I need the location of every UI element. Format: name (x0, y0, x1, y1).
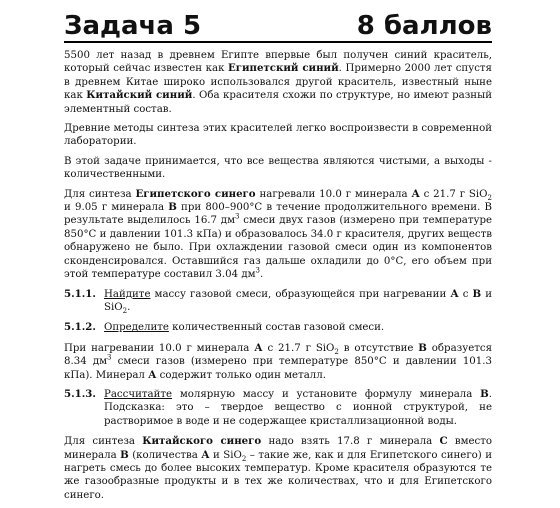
task-text (104, 321, 492, 334)
text: смеси двух газов (измерено при температуре 850°С и давлении 101.3 кПа) и образовалось 34.0 г красителя, других веществ обнаружено не было. При охлаждении газовой смеси один из компонентов сконденсировался. Оставшийся газ дальше охладили до 0°С, его объем при этой температуре составил 3.04 дм (64, 215, 492, 281)
task-number: 5.1.1. (64, 287, 96, 300)
text: в отсутствие (338, 342, 419, 354)
text: с 21.7 г SiO (262, 342, 335, 354)
term-egyptian-blue: Египетского синего (135, 187, 256, 200)
text: массу газовой смеси, образующейся при нагревании (150, 288, 451, 300)
mineral-a: А (411, 187, 420, 200)
subscript: 2 (122, 306, 128, 315)
text: с (458, 288, 473, 300)
chinese-blue-paragraph (64, 435, 492, 502)
task-5-1-1 (64, 288, 492, 315)
text: нагревали 10.0 г минерала (255, 188, 412, 200)
mineral-b: В (168, 201, 177, 214)
text: с 21.7 г SiO (419, 188, 488, 200)
text: Для синтеза (64, 188, 136, 200)
task-verb: Рассчитайте (104, 388, 173, 400)
text: . Подсказка: это – твердое вещество с ионной структурой, не растворимое в воде и не содержащее кристаллизационной воды. (104, 388, 492, 427)
superscript: 3 (107, 353, 112, 362)
heating-paragraph (64, 342, 492, 382)
text: . Примерно 2000 лет спустя в древнем Китае широко использовался другой краситель, известный ныне как (64, 63, 492, 102)
mineral-b: В (472, 287, 482, 300)
text: молярную массу и установите формулу минерала (172, 388, 481, 400)
methods-paragraph: Древние методы синтеза этих красителей легко воспроизвести в современной лаборатории. (64, 123, 492, 148)
task-number: 5.1.2. (64, 321, 96, 334)
term-chinese-blue: Китайский синий (86, 89, 193, 102)
intro-paragraph (64, 49, 492, 116)
mineral-a: А (254, 341, 263, 354)
document-page (64, 8, 492, 508)
text: содержит только один металл. (156, 369, 326, 381)
text: 5500 лет назад в древнем Египте впервые был получен синий краситель, который сейчас известен как (64, 50, 492, 75)
task-5-1-2 (64, 321, 492, 334)
mineral-b: В (418, 341, 427, 354)
subscript: 2 (487, 193, 492, 202)
text: . (260, 269, 264, 281)
mineral-a: А (450, 287, 459, 300)
task-text (104, 388, 492, 428)
mineral-b: В (480, 387, 489, 400)
text: вместо минерала (64, 436, 492, 461)
mineral-c: С (439, 435, 448, 448)
problem-title: Задача 5 (64, 11, 202, 41)
subscript: 2 (334, 347, 339, 356)
term-chinese-blue: Китайского синего (142, 435, 262, 448)
task-5-1-3 (64, 388, 492, 428)
task-verb: Найдите (104, 288, 151, 300)
superscript: 3 (255, 266, 261, 275)
subscript: 2 (241, 454, 247, 463)
problem-header (64, 8, 492, 43)
task-verb: Определите (104, 322, 169, 334)
mineral-a: А (201, 448, 210, 461)
text: . (127, 301, 131, 313)
mineral-b: В (120, 448, 129, 461)
text: При нагревании 10.0 г минерала (64, 342, 255, 354)
task-number: 5.1.3. (64, 387, 96, 400)
problem-points: 8 баллов (356, 11, 492, 41)
superscript: 3 (235, 213, 240, 222)
synthesis-paragraph (64, 188, 492, 282)
text: Для синтеза (64, 436, 143, 448)
text: при 800–900°С в течение продолжительного времени. В результате выделилось 16.7 дм (64, 202, 493, 227)
text: – такие же, как и для Египетского синего) и нагреть смесь до более высоких температур. Кроме красителя образуются те же газообразные продукты и в тех же количествах, что и для Египетского синего. (64, 449, 492, 501)
term-egyptian-blue: Египетский синий (227, 62, 339, 75)
text: и 9.05 г минерала (64, 202, 169, 214)
assumption-paragraph: В этой задаче принимается, что все вещества являются чистыми, а выходы - количественными. (64, 155, 492, 181)
text: надо взять 17.8 г минерала (261, 436, 440, 448)
text: смеси газов (измерено при температуре 850°С и давлении 101.3 кПа). Минерал (64, 356, 492, 381)
text: и SiO (104, 288, 493, 313)
text: количественный состав газовой смеси. (168, 322, 385, 334)
task-text (104, 288, 492, 315)
text: образуется 8.34 дм (64, 342, 492, 368)
text: (количества (128, 449, 202, 461)
text: . Оба красителя схожи по структуре, но имеют разный элементный состав. (64, 90, 492, 115)
mineral-a: А (148, 368, 157, 381)
text: и SiO (209, 449, 242, 461)
